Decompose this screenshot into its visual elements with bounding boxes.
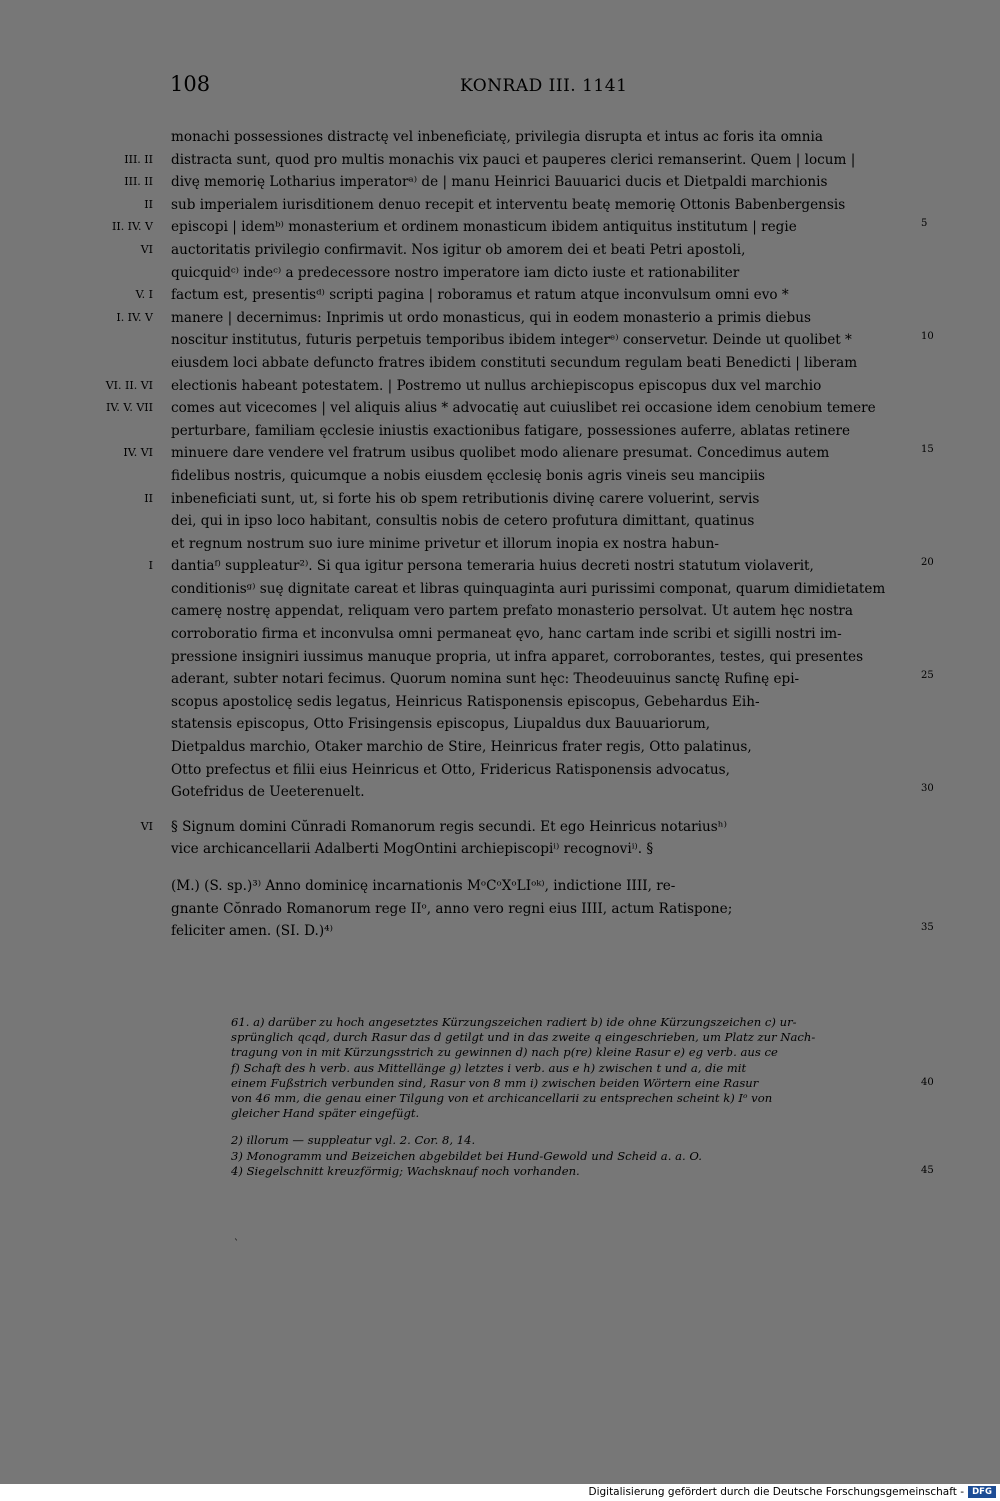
text-line (112, 216, 928, 239)
line-text: scopus apostolicę sedis legatus, Heinricus Ratisponensis episcopus, Gebehardus Eih- (171, 693, 760, 710)
line-text: sprünglich qcqd, durch Rasur das d getilgt und in das zweite q eingeschrieben, um Platz zur Nach- (231, 1030, 816, 1045)
note-line (231, 1061, 913, 1076)
line-number: 25 (921, 670, 934, 682)
line-text: quicquidᶜ⁾ indeᶜ⁾ a predecessore nostro imperatore iam dicto iuste et rationabiliter (171, 264, 740, 281)
line-number: 5 (921, 218, 928, 230)
text-line (171, 352, 911, 375)
line-text: Gotefridus de Ueeterenuelt. (171, 784, 365, 801)
line-text: factum est, presentisᵈ⁾ scripti pagina | roboramus et ratum atque inconvulsum omni evo * (171, 287, 789, 304)
text-line (144, 194, 911, 217)
line-text: vice archicancellarii Adalberti MogOntini archiepiscopiⁱ⁾ recognoviⁱ⁾. § (171, 841, 654, 858)
text-line (171, 578, 911, 601)
line-text: minuere dare vendere vel fratrum usibus quolibet modo alienare presumat. Concedimus autem (171, 445, 830, 462)
text-line (171, 600, 911, 623)
margin-reference: IV. V. VII (105, 401, 153, 415)
margin-reference: II. IV. V (112, 220, 153, 234)
line-text: f) Schaft des h verb. aus Mittellänge g) letztes i verb. aus e h) zwischen t und a, die mit (231, 1060, 747, 1075)
running-title: KONRAD III. 1141 (460, 76, 628, 96)
line-text: statensis episcopus, Otto Frisingensis episcopus, Liupaldus dux Bauuariorum, (171, 716, 711, 733)
margin-reference: V. I (135, 288, 153, 302)
page-header (0, 72, 1000, 106)
footnotes (231, 1015, 934, 1179)
text-line (124, 149, 911, 172)
line-text: manere | decernimus: Inprimis ut ordo monasticus, qui in eodem monasterio a primis diebus (171, 309, 811, 326)
margin-reference: III. II (124, 152, 153, 166)
line-text: camerę nostrę appendat, reliquam vero partem prefato monasterio persolvat. Ut autem hęc nostra (171, 603, 854, 620)
line-text: pressione insigniri iussimus manuque propria, ut infra apparet, corroborantes, testes, qui presentes (171, 648, 864, 665)
text-line (171, 920, 934, 943)
line-number: 35 (921, 922, 934, 934)
dfg-logo: DFG (968, 1486, 996, 1498)
line-text: 61. a) darüber zu hoch angesetztes Kürzungszeichen radiert b) ide ohne Kürzungszeichen c) ur- (231, 1015, 797, 1029)
text-line (105, 375, 911, 398)
text-line (171, 898, 911, 921)
margin-reference: II (144, 197, 153, 211)
note-line (231, 1091, 913, 1106)
line-text: corroboratio firma et inconvulsa omni permaneat ęvo, hanc cartam inde scribi et sigilli nostri im- (171, 626, 842, 643)
line-text: § Signum domini Cŭnradi Romanorum regis secundi. Et ego Heinricus notariusʰ⁾ (171, 818, 727, 835)
text-line (148, 555, 934, 578)
line-text: (M.) (S. sp.)³⁾ Anno dominicę incarnationis MᵒCᵒXᵒLIᵒᵏ⁾, indictione IIII, re- (171, 878, 676, 894)
note-line (231, 1106, 913, 1121)
line-number: 45 (921, 1164, 934, 1176)
text-line (171, 623, 911, 646)
text-line (171, 420, 911, 443)
charter-text (105, 126, 934, 943)
text-line (171, 510, 911, 533)
line-text: von 46 mm, die genau einer Tilgung von et archicancellarii zu entsprechen scheint k) Iᵒ von (231, 1090, 773, 1105)
text-line (171, 759, 911, 782)
margin-reference: II (144, 491, 153, 505)
text-line (171, 875, 911, 898)
text-line (144, 488, 911, 511)
text-line (140, 816, 911, 839)
line-text: dantiaᶠ⁾ suppleatur²⁾. Si qua igitur persona temeraria huius decreti nostri statutum violaverit, (171, 558, 814, 575)
text-line (105, 397, 911, 420)
line-text: auctoritatis privilegio confirmavit. Nos igitur ob amorem dei et beati Petri apostoli, (171, 241, 746, 258)
text-line (135, 284, 911, 307)
line-text: comes aut vicecomes | vel aliquis alius * advocatię aut cuiuslibet rei occasione idem cenobium temere (171, 400, 876, 417)
text-line (171, 329, 934, 352)
funding-credit: Digitalisierung gefördert durch die Deutsche Forschungsgemeinschaft - (588, 1486, 964, 1498)
margin-reference: III. II (124, 175, 153, 189)
text-line (171, 465, 911, 488)
note-line (231, 1133, 913, 1148)
text-line (140, 239, 911, 262)
line-text: fidelibus nostris, quicumque a nobis eiusdem ęcclesię bonis agris vineis seu mancipiis (171, 467, 766, 484)
line-text: 2) illorum — suppleatur vgl. 2. Cor. 8, 14. (231, 1133, 476, 1148)
line-text: Dietpaldus marchio, Otaker marchio de Stire, Heinricus frater regis, Otto palatinus, (171, 739, 752, 756)
margin-reference: I (148, 559, 153, 573)
line-text: divę memorię Lotharius imperatorᵃ⁾ de | manu Heinrici Bauuarici ducis et Dietpaldi marchionis (171, 174, 828, 191)
margin-reference: IV. VI (123, 446, 153, 460)
text-line (171, 736, 911, 759)
line-text: gleicher Hand später eingefügt. (231, 1106, 420, 1121)
line-text: distracta sunt, quod pro multis monachis vix pauci et pauperes clerici remanserint. Quem | locum | (171, 151, 856, 168)
text-line (171, 533, 911, 556)
line-number: 15 (921, 444, 934, 456)
line-number: 10 (921, 331, 934, 343)
line-text: einem Fußstrich verbunden sind, Rasur von 8 mm i) zwischen beiden Wörtern eine Rasur (231, 1075, 759, 1090)
text-line (171, 781, 934, 804)
margin-reference: I. IV. V (116, 310, 153, 324)
text-line (124, 171, 911, 194)
margin-reference: VI (140, 819, 153, 833)
line-text: episcopi | idemᵇ⁾ monasterium et ordinem monasticum ibidem antiquitus institutum | regie (171, 219, 797, 236)
note-line (231, 1015, 913, 1030)
line-text: et regnum nostrum suo iure minime privetur et illorum inopia ex nostra habun- (171, 535, 720, 552)
line-text: tragung von in mit Kürzungsstrich zu gewinnen d) nach p(re) kleine Rasur e) eg verb. aus ce (231, 1045, 778, 1060)
line-text: sub imperialem iurisditionem denuo recepit et interventu beatę memorię Ottonis Babenbergensis (171, 196, 846, 213)
note-line (231, 1045, 913, 1060)
text-line (171, 646, 911, 669)
line-text: inbeneficiati sunt, ut, si forte his ob spem retributionis divinę carere voluerint, servis (171, 490, 760, 507)
text-line (171, 262, 911, 285)
line-text: conditionisᵍ⁾ suę dignitate careat et libras quinquaginta auri purissimi componat, quarum dimidietatem (171, 580, 886, 597)
line-text: 3) Monogramm und Beizeichen abgebildet bei Hund-Gewold und Scheid a. a. O. (231, 1148, 702, 1163)
line-number: 30 (921, 783, 934, 795)
text-line (123, 442, 934, 465)
note-line (231, 1075, 934, 1091)
footer-bar (0, 1484, 1000, 1501)
line-text: monachi possessiones distractę vel inbeneficiatę, privilegia disrupta et intus ac foris ita omnia (171, 129, 823, 145)
margin-reference: VI. II. VI (105, 378, 153, 392)
text-line (171, 668, 934, 691)
line-text: perturbare, familiam ęcclesie iniustis exactionibus fatigare, possessiones auferre, ablatas retinere (171, 422, 851, 439)
page-number: 108 (170, 72, 211, 96)
line-text: Otto prefectus et filii eius Heinricus et Otto, Fridericus Ratisponensis advocatus, (171, 761, 730, 778)
stray-mark: ` (234, 1239, 239, 1250)
line-number: 40 (921, 1076, 934, 1088)
text-line (171, 713, 911, 736)
text-line (171, 126, 911, 149)
note-line (231, 1030, 913, 1045)
text-line (116, 307, 911, 330)
text-line (171, 838, 911, 861)
line-text: 4) Siegelschnitt kreuzförmig; Wachsknauf noch vorhanden. (231, 1163, 580, 1178)
line-text: gnante Cŏnrado Romanorum rege IIᵒ, anno vero regni eius IIII, actum Ratispone; (171, 900, 733, 917)
line-number: 20 (921, 557, 934, 569)
note-line (231, 1149, 913, 1164)
text-line (171, 691, 911, 714)
line-text: electionis habeant potestatem. | Postremo ut nullus archiepiscopus episcopus dux vel marchio (171, 377, 822, 394)
margin-reference: VI (140, 242, 153, 256)
line-text: eiusdem loci abbate defuncto fratres ibidem constituti secundum regulam beati Benedicti | liberam (171, 354, 858, 371)
line-text: aderant, subter notari fecimus. Quorum nomina sunt hęc: Theodeuuinus sanctę Rufinę epi- (171, 671, 800, 688)
line-text: feliciter amen. (SI. D.)⁴⁾ (171, 923, 333, 940)
line-text: noscitur institutus, futuris perpetuis temporibus ibidem integerᵉ⁾ conservetur. Deinde ut quolibet * (171, 332, 852, 349)
line-text: dei, qui in ipso loco habitant, consultis nobis de cetero profutura dimittant, quatinus (171, 513, 755, 530)
note-line (231, 1163, 934, 1179)
